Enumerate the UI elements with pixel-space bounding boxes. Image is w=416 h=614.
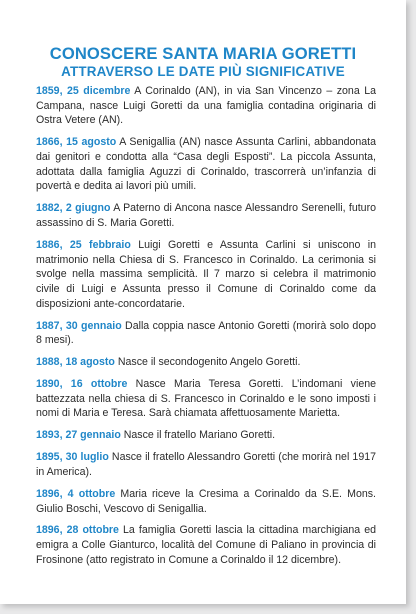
timeline-entry (36, 450, 376, 479)
entry-text: Luigi Goretti e Assunta Carlini si uniscono in matrimonio nella Chiesa di S. Francesco in Corinaldo. La cerimonia si svolge nella massima semplicità. Il 7 marzo si celebra il matrimonio civile di Luigi e Assunta presso il Comune di Corinaldo come da disposizioni ante-concordatarie. (36, 238, 376, 310)
entry-text: Nasce il fratello Alessandro Goretti (che morirà nel 1917 in America). (36, 451, 376, 478)
entry-text: La famiglia Goretti lascia la cittadina marchigiana ed emigra a Colle Gianturco, località del Comune di Paliano in provincia di Frosinone (atto registrato in Comune a Corinaldo il 12 dicembre). (36, 524, 376, 566)
entry-text: Dalla coppia nasce Antonio Goretti (morirà solo dopo 8 mesi). (36, 319, 377, 347)
entry-text: Nasce il secondogenito Angelo Goretti. (114, 356, 301, 369)
entry-text: A Senigallia (AN) nasce Assunta Carlini, abbandonata dai genitori e condotta alla “Casa degli Esposti”. La piccola Assunta, adottata dalla famiglia Aguzzi di Corinaldo, trascorrerà un’infanzia di povertà e dedita ai lavori più umili. (36, 136, 377, 193)
timeline-entry (36, 135, 376, 194)
entry-date: 1886, 25 febbraio (36, 238, 131, 251)
entry-date: 1893, 27 gennaio (36, 429, 121, 442)
entry-date: 1866, 15 agosto (36, 136, 117, 149)
entry-date: 1896, 4 ottobre (36, 487, 116, 500)
entry-date: 1887, 30 gennaio (36, 319, 122, 332)
page-subtitle: ATTRAVERSO LE DATE PIÙ SIGNIFICATIVE (61, 64, 345, 79)
timeline-entry (36, 355, 376, 370)
entry-date: 1888, 18 agosto (36, 356, 115, 369)
timeline-entry (36, 238, 376, 312)
timeline-entry (36, 319, 376, 348)
entry-text: A Paterno di Ancona nasce Alessandro Serenelli, futuro assassino di S. Maria Goretti. (36, 202, 376, 229)
entry-text: Nasce il fratello Mariano Goretti. (120, 429, 276, 442)
entry-text: Maria riceve la Cresima a Corinaldo da S.E. Mons. Giulio Boschi, Vescovo di Senigallia. (36, 487, 376, 515)
timeline-entry (36, 428, 376, 443)
timeline-entry (36, 201, 376, 230)
entry-date: 1896, 28 ottobre (36, 524, 119, 537)
entry-date: 1859, 25 dicembre (36, 85, 131, 97)
entry-text: Nasce Maria Teresa Goretti. L’indomani viene battezzata nella chiesa di S. Francesco in Corinaldo e le sono imposti i nomi di Maria e Teresa. Sarà chiamata affettuosamente Marietta. (36, 378, 376, 420)
timeline-entry (36, 523, 376, 567)
entry-date: 1895, 30 luglio (36, 451, 109, 464)
timeline-entry (36, 377, 376, 421)
entry-date: 1882, 2 giugno (36, 202, 111, 215)
timeline-list (36, 84, 376, 575)
timeline-entry (36, 84, 376, 128)
page-title: CONOSCERE SANTA MARIA GORETTI (49, 44, 357, 63)
entry-text: A Corinaldo (AN), in via San Vincenzo – zona La Campana, nasce Luigi Goretti da una famiglia contadina originaria di Ostra Vetere (AN). (36, 85, 376, 127)
entry-date: 1890, 16 ottobre (36, 378, 128, 391)
timeline-entry (36, 487, 376, 516)
